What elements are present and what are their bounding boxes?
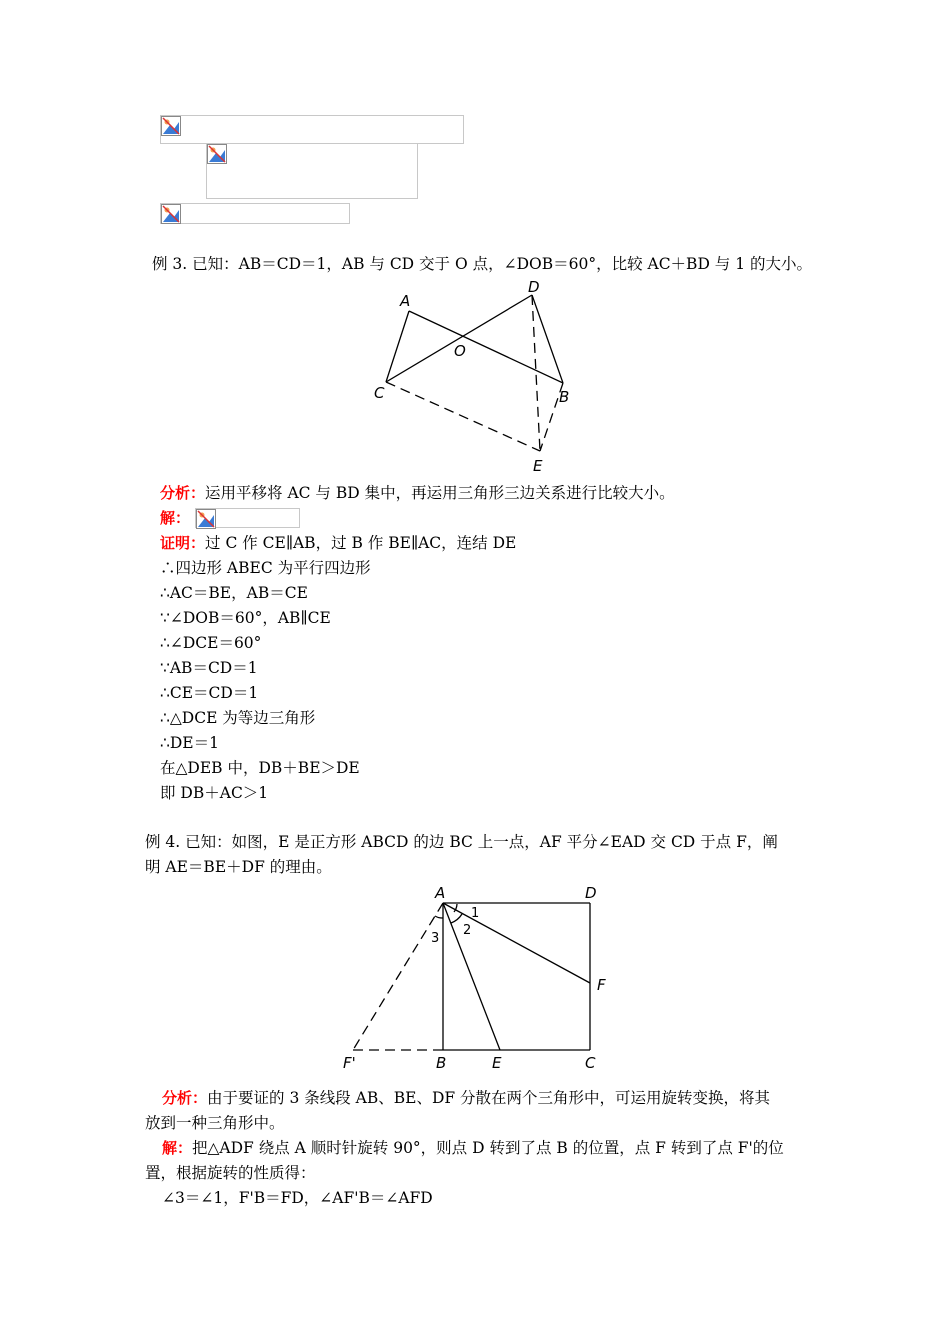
proof-step: 即 DB＋AC＞1: [160, 784, 269, 802]
analysis-text: 由于要证的 3 条线段 AB、BE、DF 分散在两个三角形中，可运用旋转变换，将其: [207, 1089, 771, 1107]
example3-solution: [160, 508, 190, 528]
example3-proof-first: [160, 533, 516, 553]
analysis-text: 运用平移将 AC 与 BD 集中，再运用三角形三边关系进行比较大小。: [205, 484, 675, 502]
solution-text: 把△ADF 绕点 A 顺时针旋转 90°，则点 D 转到了点 B 的位置，点 F 转到了点 F'的位: [192, 1139, 784, 1157]
broken-image-icon: [161, 116, 181, 136]
label-D: D: [585, 884, 597, 902]
proof-label: 证明：: [160, 534, 206, 552]
example4-analysis-line2: 放到一种三角形中。: [145, 1114, 285, 1132]
label-Fprime: F': [343, 1054, 356, 1072]
proof-step: ∴CE＝CD＝1: [160, 684, 259, 702]
label-C: C: [374, 384, 385, 402]
label-A: A: [435, 884, 446, 902]
proof-step: ∴DE＝1: [160, 734, 219, 752]
label-C: C: [585, 1054, 596, 1072]
proof-step: ∵∠DOB＝60°，AB∥CE: [160, 609, 331, 627]
label-E: E: [533, 457, 543, 475]
label-B: B: [436, 1054, 447, 1072]
example3-analysis: [160, 483, 675, 503]
example4-analysis-line1: [162, 1088, 770, 1108]
example4-solution-line2: 置，根据旋转的性质得：: [145, 1164, 316, 1182]
broken-image-icon: [161, 204, 181, 224]
proof-step: ∴∠DCE＝60°: [160, 634, 262, 652]
image-placeholder-4: [195, 508, 300, 528]
analysis-label: 分析：: [160, 484, 206, 502]
label-n3: 3: [431, 931, 440, 946]
proof-step: ∴△DCE 为等边三角形: [160, 709, 316, 727]
label-A: A: [400, 292, 411, 310]
image-placeholder-3: [160, 203, 350, 224]
broken-image-icon: [196, 509, 216, 529]
proof-step: ∴AC＝BE，AB＝CE: [160, 584, 308, 602]
solution-label: 解：: [160, 509, 191, 527]
proof-step: ∴四边形 ABEC 为平行四边形: [160, 559, 371, 577]
example4-solution-line1: [162, 1138, 784, 1158]
label-F: F: [597, 976, 606, 994]
analysis-label: 分析：: [162, 1089, 208, 1107]
image-placeholder-2: [206, 143, 418, 199]
example3-figure: [370, 278, 590, 478]
example4-statement-line1: 例 4. 已知：如图，E 是正方形 ABCD 的边 BC 上一点，AF 平分∠EAD 交 CD 于点 F，阐: [145, 833, 778, 851]
broken-image-icon: [207, 144, 227, 164]
proof-step: 在△DEB 中，DB＋BE＞DE: [160, 759, 360, 777]
label-E: E: [492, 1054, 502, 1072]
example4-figure: [335, 878, 620, 1078]
label-n1: 1: [471, 906, 480, 921]
example4-result: ∠3＝∠1，F'B＝FD，∠AF'B＝∠AFD: [162, 1189, 433, 1207]
proof-step: ∵AB＝CD＝1: [160, 659, 258, 677]
image-placeholder-1: [160, 115, 464, 144]
example3-statement: 例 3. 已知：AB＝CD＝1，AB 与 CD 交于 O 点，∠DOB＝60°，比较 AC＋BD 与 1 的大小。: [152, 255, 813, 273]
label-D: D: [528, 278, 540, 296]
example4-statement-line2: 明 AE＝BE＋DF 的理由。: [145, 858, 332, 876]
solution-label: 解：: [162, 1139, 193, 1157]
label-n2: 2: [463, 923, 472, 938]
proof-first-text: 过 C 作 CE∥AB，过 B 作 BE∥AC，连结 DE: [205, 534, 517, 552]
label-O: O: [454, 342, 466, 360]
label-B: B: [559, 388, 570, 406]
